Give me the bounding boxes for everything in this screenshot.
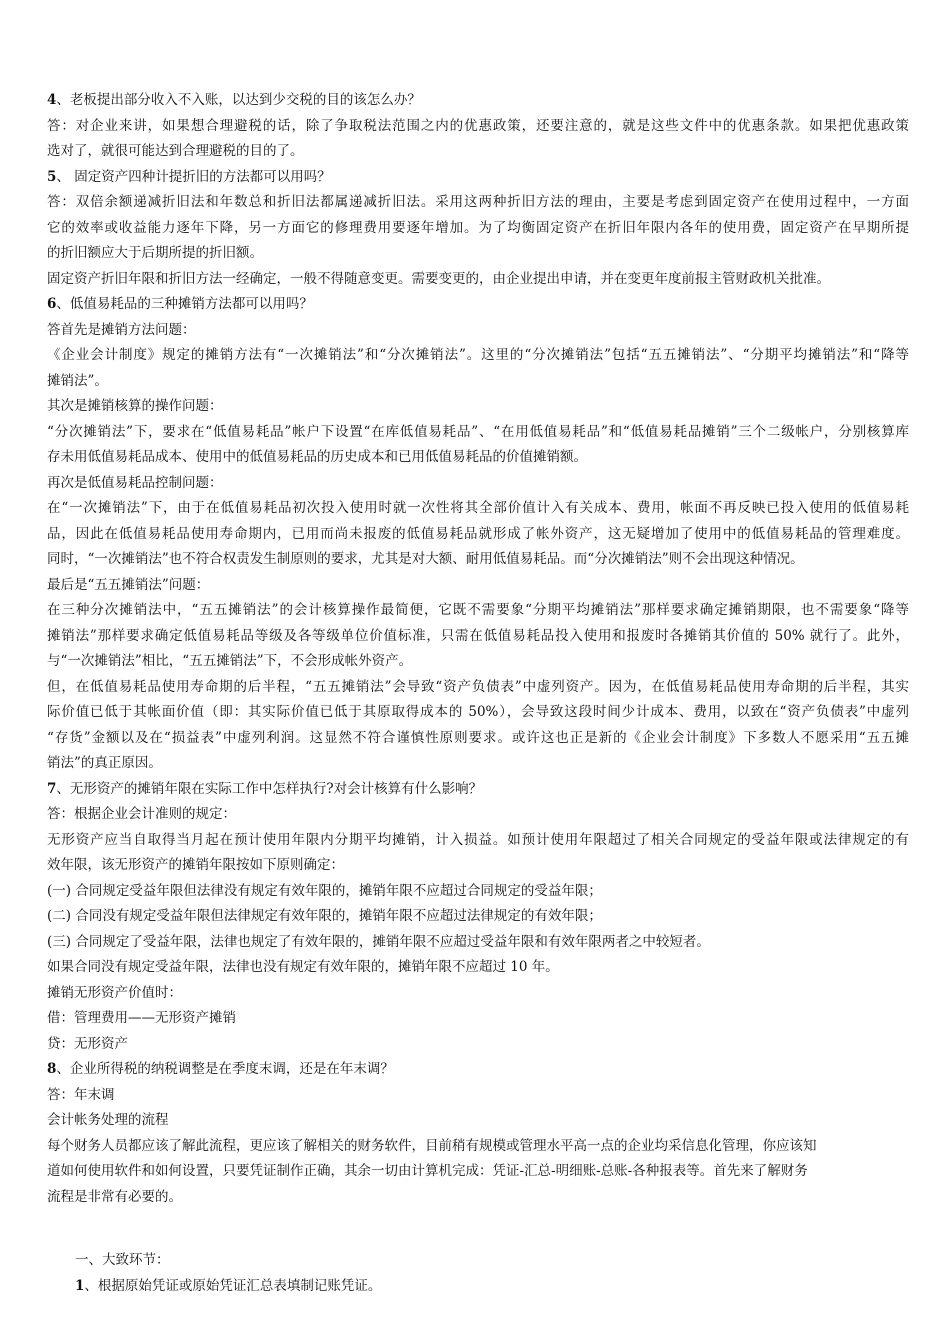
answer-line: 在三种分次摊销法中，“五五摊销法”的会计核算操作最简便，它既不需要象“分期平均摊销法”那样要求确定摊销期限，也不需要象“降等	[47, 602, 909, 618]
answer-line: 答：双倍余额递减折旧法和年数总和折旧法都属递减折旧法。采用这两种折旧方法的理由，主要是考虑到固定资产在使用过程中，一方面	[47, 194, 909, 210]
answer-line: 借：管理费用——无形资产摊销	[47, 1010, 236, 1026]
answer-line: 效年限，该无形资产的摊销年限按如下原则确定：	[47, 857, 344, 873]
section-heading: 一、大致环节：	[75, 1252, 170, 1268]
answer-line: 与“一次摊销法”相比，“五五摊销法”下，不会形成帐外资产。	[47, 653, 413, 669]
answer-line: 存未用低值易耗品成本、使用中的低值易耗品的历史成本和已用低值易耗品的价值摊销额。	[47, 449, 587, 465]
paragraph-line: 道如何使用软件和如何设置，只要凭证制作正确，其余一切由计算机完成：凭证-汇总-明细账-总账-各种报表等。首先来了解财务	[47, 1163, 808, 1179]
answer-line: 贷：无形资产	[47, 1035, 128, 1052]
section-item-1: 1、根据原始凭证或原始凭证汇总表填制记账凭证。	[75, 1277, 382, 1294]
answer-line: 销法”的真正原因。	[47, 755, 162, 771]
question-4: 4、老板提出部分收入不入账，以达到少交税的目的该怎么办？	[47, 92, 421, 108]
answer-line: (一) 合同规定受益年限但法律没有规定有效年限的，摊销年限不应超过合同规定的受益年限；	[47, 882, 602, 899]
answer-line: 答：年末调	[47, 1086, 115, 1103]
answer-line: “分次摊销法”下，要求在“低值易耗品”帐户下设置“在库低值易耗品”、“在用低值易耗品”和“低值易耗品摊销”三个二级帐户，分别核算库	[47, 423, 909, 440]
question-7: 7、无形资产的摊销年限在实际工作中怎样执行?对会计核算有什么影响？	[47, 780, 483, 797]
answer-line: 其次是摊销核算的操作问题：	[47, 398, 223, 414]
answer-line: 的折旧额应大于后期所提的折旧额。	[47, 245, 263, 261]
answer-line: 答：对企业来讲，如果想合理避税的话，除了争取税法范围之内的优惠政策，还要注意的，就是这些文件中的优惠条款。如果把优惠政策	[47, 117, 909, 134]
answer-line: 答：根据企业会计准则的规定：	[47, 806, 236, 822]
question-8: 8、企业所得税的纳税调整是在季度末调，还是在年末调？	[47, 1061, 394, 1077]
answer-line: 摊销法”。	[47, 372, 108, 389]
answer-line: 同时，“一次摊销法”也不符合权责发生制原则的要求，尤其是对大额、耐用低值易耗品。而“分次摊销法”则不会出现这种情况。	[47, 551, 804, 567]
answer-line: 如果合同没有规定受益年限，法律也没有规定有效年限的，摊销年限不应超过 10 年。	[47, 959, 559, 975]
answer-line: 在“一次摊销法”下，由于在低值易耗品初次投入使用时就一次性将其全部价值计入有关成本、费用，帐面不再反映已投入使用的低值易耗	[47, 500, 909, 516]
answer-line: 摊销法”那样要求确定低值易耗品等级及各等级单位价值标准，只需在低值易耗品投入使用和报废时各摊销其价值的 50% 就行了。此外，	[47, 627, 909, 644]
answer-line: 固定资产折旧年限和折旧方法一经确定，一般不得随意变更。需要变更的，由企业提出申请，并在变更年度前报主管财政机关批准。	[47, 270, 830, 287]
answer-line: 摊销无形资产价值时：	[47, 984, 182, 1001]
answer-line: 再次是低值易耗品控制问题：	[47, 474, 223, 491]
answer-line: 但，在低值易耗品使用寿命期的后半程，“五五摊销法”会导致“资产负债表”中虚列资产。因为，在低值易耗品使用寿命期的后半程，其实	[47, 678, 909, 695]
answer-line: “存货”金额以及在“损益表”中虚列利润。这显然不符合谨慎性原则要求。或许这也正是新的《企业会计制度》下多数人不愿采用“五五摊	[47, 729, 909, 746]
answer-line: 《企业会计制度》规定的摊销方法有“一次摊销法”和“分次摊销法”。这里的“分次摊销法”包括“五五摊销法”、“分期平均摊销法”和“降等	[47, 347, 909, 363]
answer-line: 无形资产应当自取得当月起在预计使用年限内分期平均摊销，计入损益。如预计使用年限超过了相关合同规定的受益年限或法律规定的有	[47, 831, 909, 848]
answer-line: (三) 合同规定了受益年限，法律也规定了有效年限的，摊销年限不应超过受益年限和有效年限两者之中较短者。	[47, 933, 710, 950]
answer-line: 答首先是摊销方法问题：	[47, 321, 196, 338]
question-5: 5、 固定资产四种计提折旧的方法都可以用吗？	[47, 168, 331, 185]
section-title: 会计帐务处理的流程	[47, 1112, 169, 1128]
answer-line: 选对了，就很可能达到合理避税的目的了。	[47, 143, 304, 159]
answer-line: 最后是“五五摊销法”问题：	[47, 576, 210, 593]
answer-line: 品，因此在低值易耗品使用寿命期内，已用而尚未报废的低值易耗品就形成了帐外资产，这无疑增加了使用中的低值易耗品的管理难度。	[47, 525, 909, 542]
answer-line: 际价值已低于其帐面价值（即：其实际价值已低于其原取得成本的 50%），会导致这段时间少计成本、费用，以致在“资产负债表”中虚列	[47, 704, 909, 720]
paragraph-line: 流程是非常有必要的。	[47, 1188, 182, 1205]
answer-line: 它的效率或收益能力逐年下降，另一方面它的修理费用要逐年增加。为了均衡固定资产在折旧年限内各年的使用费，固定资产在早期所提	[47, 219, 909, 236]
answer-line: (二) 合同没有规定受益年限但法律规定有效年限的，摊销年限不应超过法律规定的有效年限；	[47, 908, 602, 924]
paragraph-line: 每个财务人员都应该了解此流程，更应该了解相关的财务软件，目前稍有规模或管理水平高一点的企业均采信息化管理，你应该知	[47, 1137, 817, 1154]
spacer	[47, 1210, 909, 1248]
document-page	[47, 88, 909, 1299]
question-6: 6、低值易耗品的三种摊销方法都可以用吗？	[47, 296, 313, 312]
